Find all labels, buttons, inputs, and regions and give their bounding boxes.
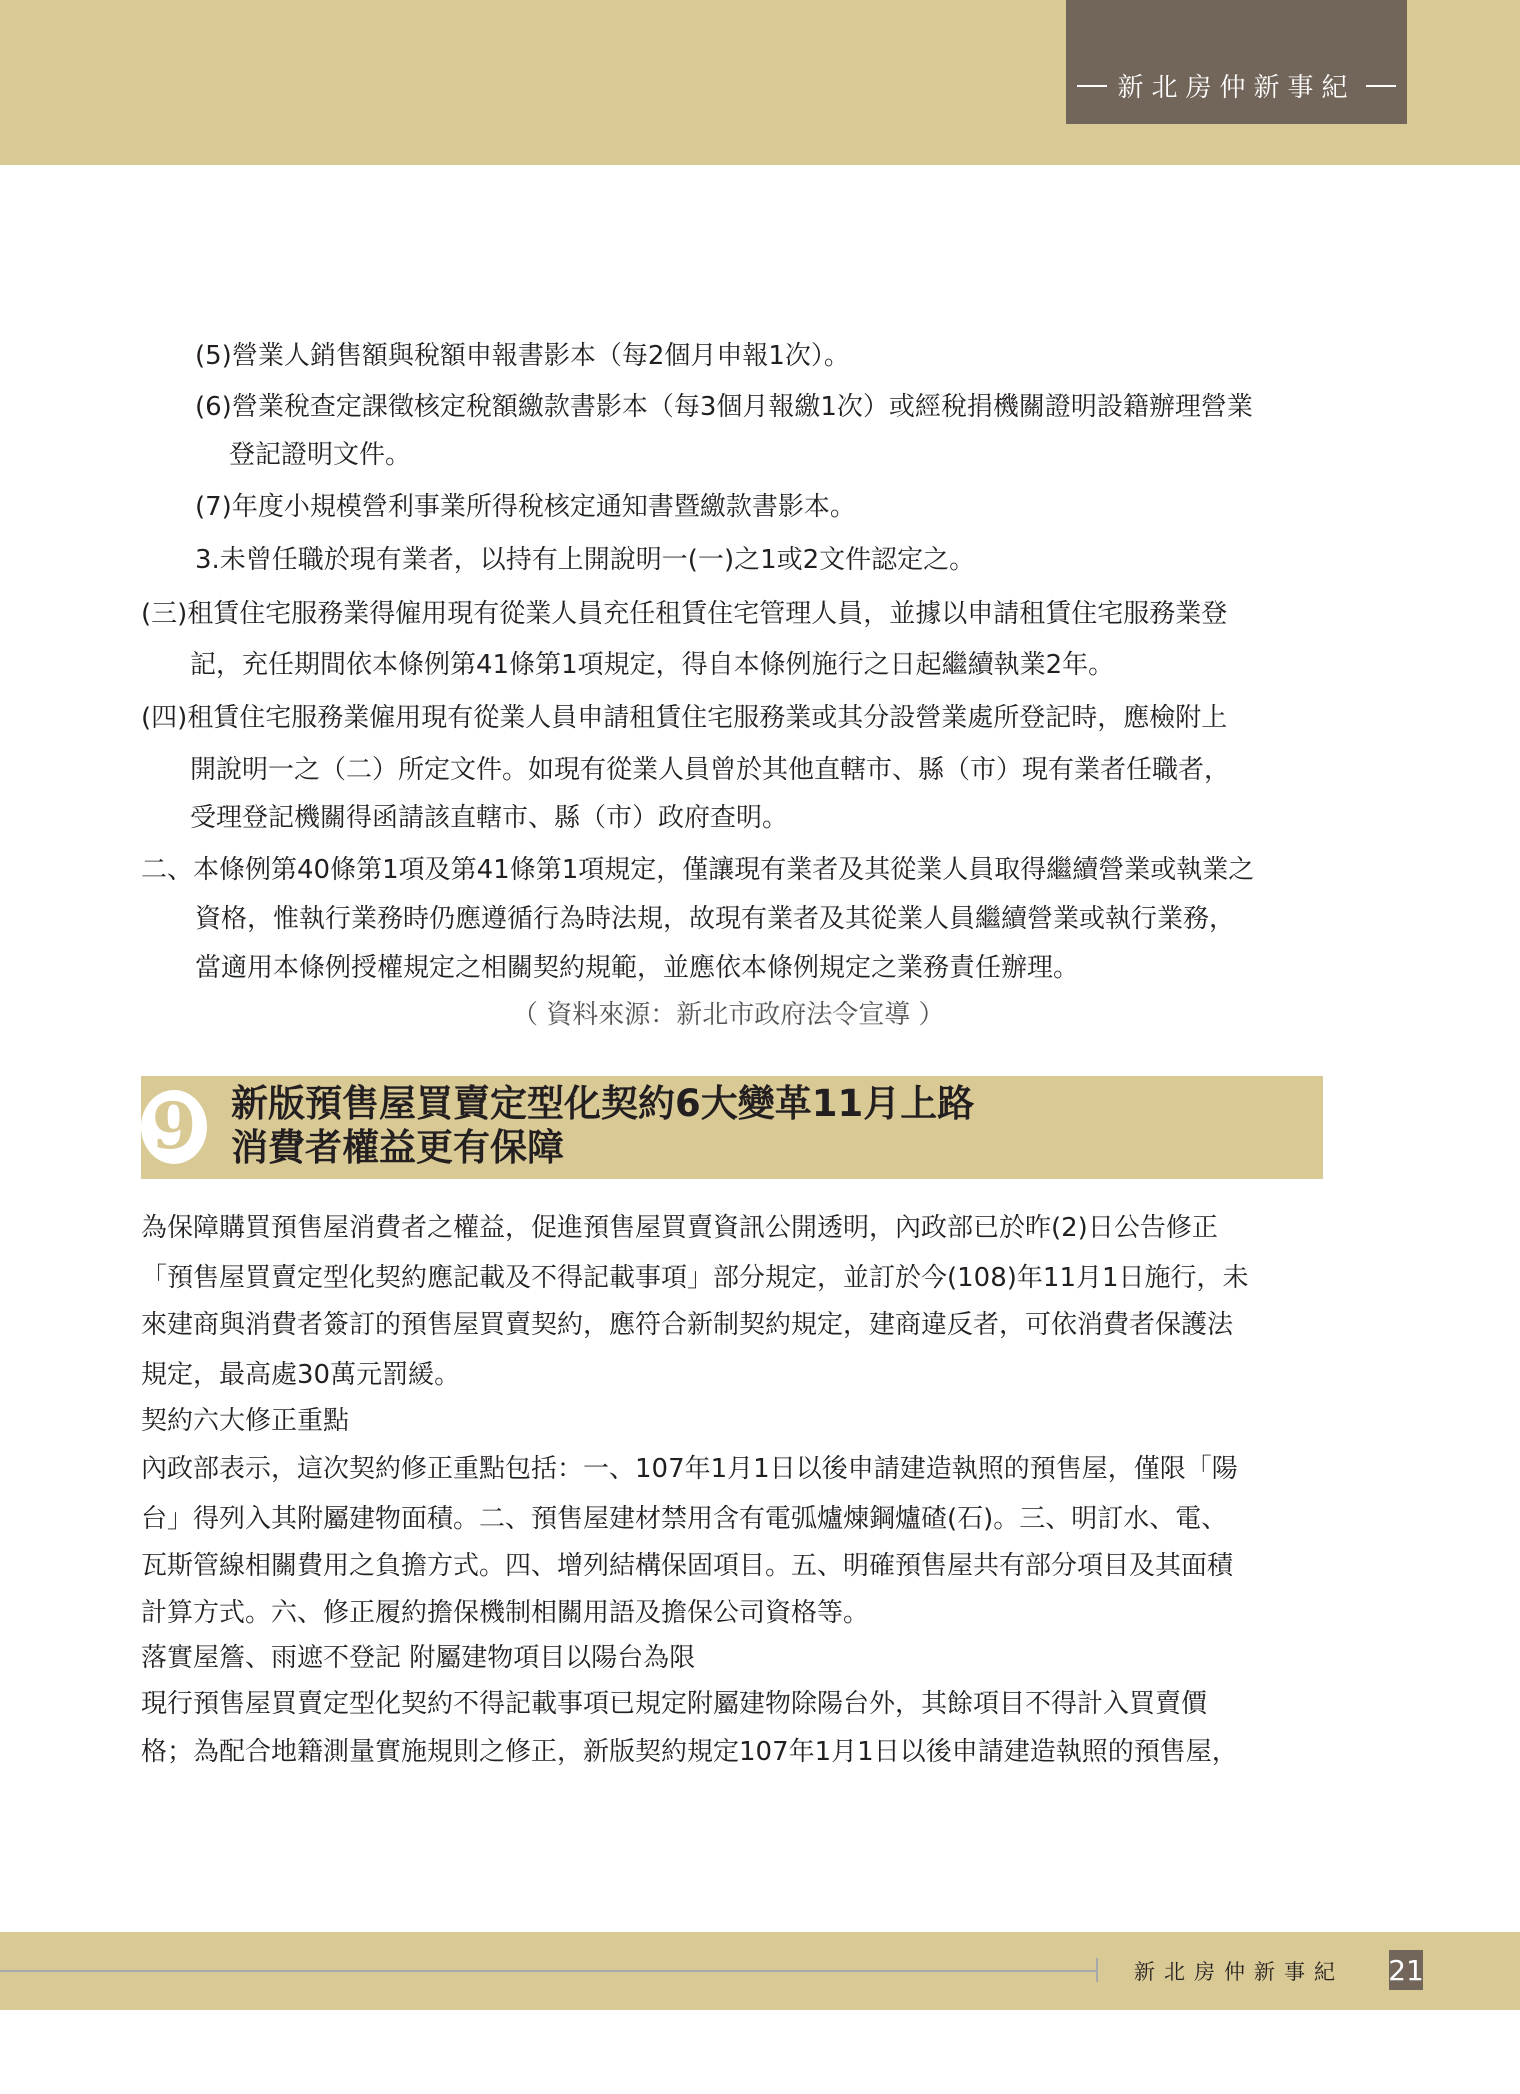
point-2-line1: 二、本條例第40條第1項及第41條第1項規定，僅讓現有業者及其從業人員取得繼續營業或執業之 (141, 855, 1255, 885)
body-p2-line3: 瓦斯管線相關費用之負擔方式。四、增列結構保固項目。五、明確預售屋共有部分項目及其面積 (141, 1551, 1234, 1581)
point-2-line2: 資格，惟執行業務時仍應遵循行為時法規，故現有業者及其從業人員繼續營業或執行業務， (195, 904, 1236, 934)
body-p3-line2: 格；為配合地籍測量實施規則之修正，新版契約規定107年1月1日以後申請建造執照的預售屋， (141, 1737, 1238, 1767)
section-number: 9 (141, 1090, 207, 1164)
section-3-line2: 記，充任期間依本條例第41條第1項規定，得自本條例施行之日起繼續執業2年。 (190, 650, 1115, 680)
item-7: (7)年度小規模營利事業所得稅核定通知書暨繳款書影本。 (195, 492, 856, 522)
section-4-line2: 開說明一之（二）所定文件。如現有從業人員曾於其他直轄市、縣（市）現有業者任職者， (190, 755, 1231, 785)
body-p1-line3: 來建商與消費者簽訂的預售屋買賣契約，應符合新制契約規定，建商違反者，可依消費者保護法 (141, 1310, 1234, 1340)
body-p2-line4: 計算方式。六、修正履約擔保機制相關用語及擔保公司資格等。 (141, 1598, 870, 1628)
body-p1-line4: 規定，最高處30萬元罰緩。 (141, 1360, 461, 1390)
point-2-line3: 當適用本條例授權規定之相關契約規範，並應依本條例規定之業務責任辦理。 (195, 953, 1080, 983)
header-title: 新北房仲新事紀 (1117, 73, 1356, 103)
page-number: 21 (1389, 1950, 1423, 1990)
section-title-line1: 新版預售屋買賣定型化契約6大變革11月上路 (231, 1082, 975, 1125)
footer-rule (0, 1970, 1096, 1972)
section-4-line3: 受理登記機關得函請該直轄市、縣（市）政府查明。 (190, 803, 789, 833)
header-tab (1066, 0, 1407, 124)
section-3-line1: (三)租賃住宅服務業得僱用現有從業人員充任租賃住宅管理人員，並據以申請租賃住宅服務業登 (141, 599, 1228, 629)
footer-title: 新北房仲新事紀 (1134, 1960, 1344, 1984)
source-note: （ 資料來源：新北市政府法令宣導 ） (512, 1000, 945, 1030)
body-p2-line1: 內政部表示，這次契約修正重點包括：一、107年1月1日以後申請建造執照的預售屋，僅限「陽 (141, 1454, 1238, 1484)
item-6-line2: 登記證明文件。 (229, 440, 412, 470)
item-6-line1: (6)營業稅查定課徵核定稅額繳款書影本（每3個月報繳1次）或經稅捐機關證明設籍辦理營業 (195, 392, 1253, 422)
body-p3-line1: 現行預售屋買賣定型化契約不得記載事項已規定附屬建物除陽台外，其餘項目不得計入買賣價 (141, 1689, 1208, 1719)
body-p1-line2: 「預售屋買賣定型化契約應記載及不得記載事項」部分規定，並訂於今(108)年11月1日施行，未 (141, 1263, 1249, 1293)
dash-left (1077, 85, 1107, 87)
section-4-line1: (四)租賃住宅服務業僱用現有從業人員申請租賃住宅服務業或其分設營業處所登記時，應檢附上 (141, 703, 1228, 733)
section-title-line2: 消費者權益更有保障 (231, 1126, 564, 1169)
body-p2-line2: 台」得列入其附屬建物面積。二、預售屋建材禁用含有電弧爐煉鋼爐碴(石)。三、明訂水、電、 (141, 1504, 1228, 1534)
subheading-2: 落實屋簷、雨遮不登記 附屬建物項目以陽台為限 (141, 1643, 696, 1673)
item-5: (5)營業人銷售額與稅額申報書影本（每2個月申報1次）。 (195, 341, 850, 371)
item-3: 3.未曾任職於現有業者，以持有上開說明一(一)之1或2文件認定之。 (195, 545, 976, 575)
footer-rule-tick (1096, 1958, 1098, 1982)
body-p1-line1: 為保障購買預售屋消費者之權益，促進預售屋買賣資訊公開透明，內政部已於昨(2)日公告修正 (141, 1213, 1218, 1243)
subheading-1: 契約六大修正重點 (141, 1406, 350, 1436)
dash-right (1366, 85, 1396, 87)
header-title-group (1077, 67, 1395, 104)
